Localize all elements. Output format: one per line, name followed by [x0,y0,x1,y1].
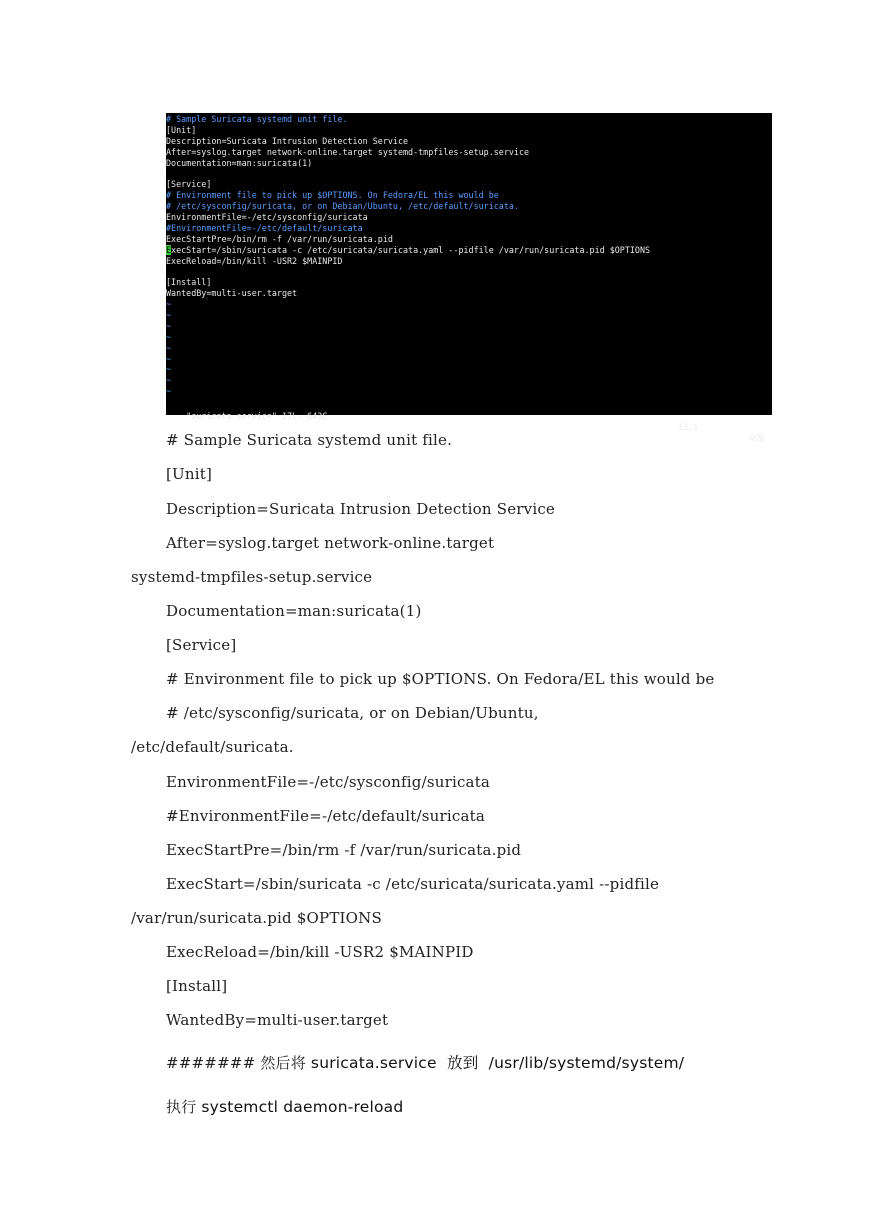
terminal-line: After=syslog.target network-online.target systemd-tmpfiles-setup.service [166,146,530,157]
doc-line: Description=Suricata Intrusion Detection Service [166,500,556,518]
terminal-line: ~ [166,342,172,353]
terminal-line: ~ [166,320,172,331]
doc-line: ExecReload=/bin/kill -USR2 $MAINPID [166,943,474,961]
doc-line: Documentation=man:suricata(1) [166,602,422,620]
doc-line: # Sample Suricata systemd unit file. [166,431,453,449]
terminal-line: WantedBy=multi-user.target [166,288,298,299]
vim-status-position: 13,1 [678,421,699,432]
instruction-reload-prefix: 执行 [166,1098,202,1116]
terminal-line: ExecStart=/sbin/suricata -c /etc/suricata/suricata.yaml --pidfile /var/run/suricata.pid $OPTIONS [166,244,651,255]
text-cursor: E [166,244,172,255]
terminal-line [166,168,772,179]
terminal-line: [Service] [166,179,212,190]
terminal-line: [Unit] [166,124,197,135]
terminal-screenshot [166,113,772,443]
doc-line: /etc/default/suricata. [131,738,294,756]
terminal-body [166,114,772,397]
doc-line: EnvironmentFile=-/etc/sysconfig/suricata [166,773,491,791]
terminal-line: ~ [166,386,172,397]
vim-status-file: "suricata.service" 17L, 643C [186,410,328,421]
doc-line: /var/run/suricata.pid $OPTIONS [131,909,382,927]
doc-line: # /etc/sysconfig/suricata, or on Debian/Ubuntu, [166,704,539,722]
terminal-line: ~ [166,299,172,310]
terminal-line: # Environment file to pick up $OPTIONS. On Fedora/EL this would be [166,190,499,201]
instruction-move-body: suricata.service 放到 /usr/lib/systemd/system/ [310,1054,685,1072]
doc-line: WantedBy=multi-user.target [166,1011,389,1029]
terminal-line: ExecReload=/bin/kill -USR2 $MAINPID [166,255,343,266]
terminal-line: ~ [166,353,172,364]
doc-line: [Service] [166,636,237,654]
instruction-move-file [166,1051,684,1073]
doc-line: [Install] [166,977,228,995]
doc-line: [Unit] [166,465,213,483]
instruction-reload-body: systemctl daemon-reload [201,1098,404,1116]
terminal-line: ExecStartPre=/bin/rm -f /var/run/suricata.pid [166,233,393,244]
vim-status-scroll: 全部 [748,432,765,443]
doc-line: After=syslog.target network-online.target [166,534,495,552]
terminal-line: [Install] [166,277,212,288]
doc-line: ExecStartPre=/bin/rm -f /var/run/suricata.pid [166,841,522,859]
instruction-reload [166,1096,403,1117]
terminal-line: Description=Suricata Intrusion Detection Service [166,135,409,146]
terminal-line: #EnvironmentFile=-/etc/default/suricata [166,222,363,233]
terminal-line: # Sample Suricata systemd unit file. [166,114,348,124]
terminal-line: ~ [166,364,172,375]
terminal-line: ~ [166,310,172,321]
terminal-line: Documentation=man:suricata(1) [166,157,313,168]
doc-line: systemd-tmpfiles-setup.service [131,568,373,586]
instruction-move-prefix: ####### 然后将 [166,1054,311,1072]
terminal-line: ~ [166,375,172,386]
terminal-line: EnvironmentFile=-/etc/sysconfig/suricata [166,212,368,223]
doc-line: #EnvironmentFile=-/etc/default/suricata [166,807,485,825]
terminal-line [166,266,772,277]
terminal-line: ~ [166,331,172,342]
doc-line: # Environment file to pick up $OPTIONS. On Fedora/EL this would be [166,670,715,688]
terminal-line: # /etc/sysconfig/suricata, or on Debian/Ubuntu, /etc/default/suricata. [166,201,519,212]
doc-line: ExecStart=/sbin/suricata -c /etc/suricata/suricata.yaml --pidfile [166,875,660,893]
